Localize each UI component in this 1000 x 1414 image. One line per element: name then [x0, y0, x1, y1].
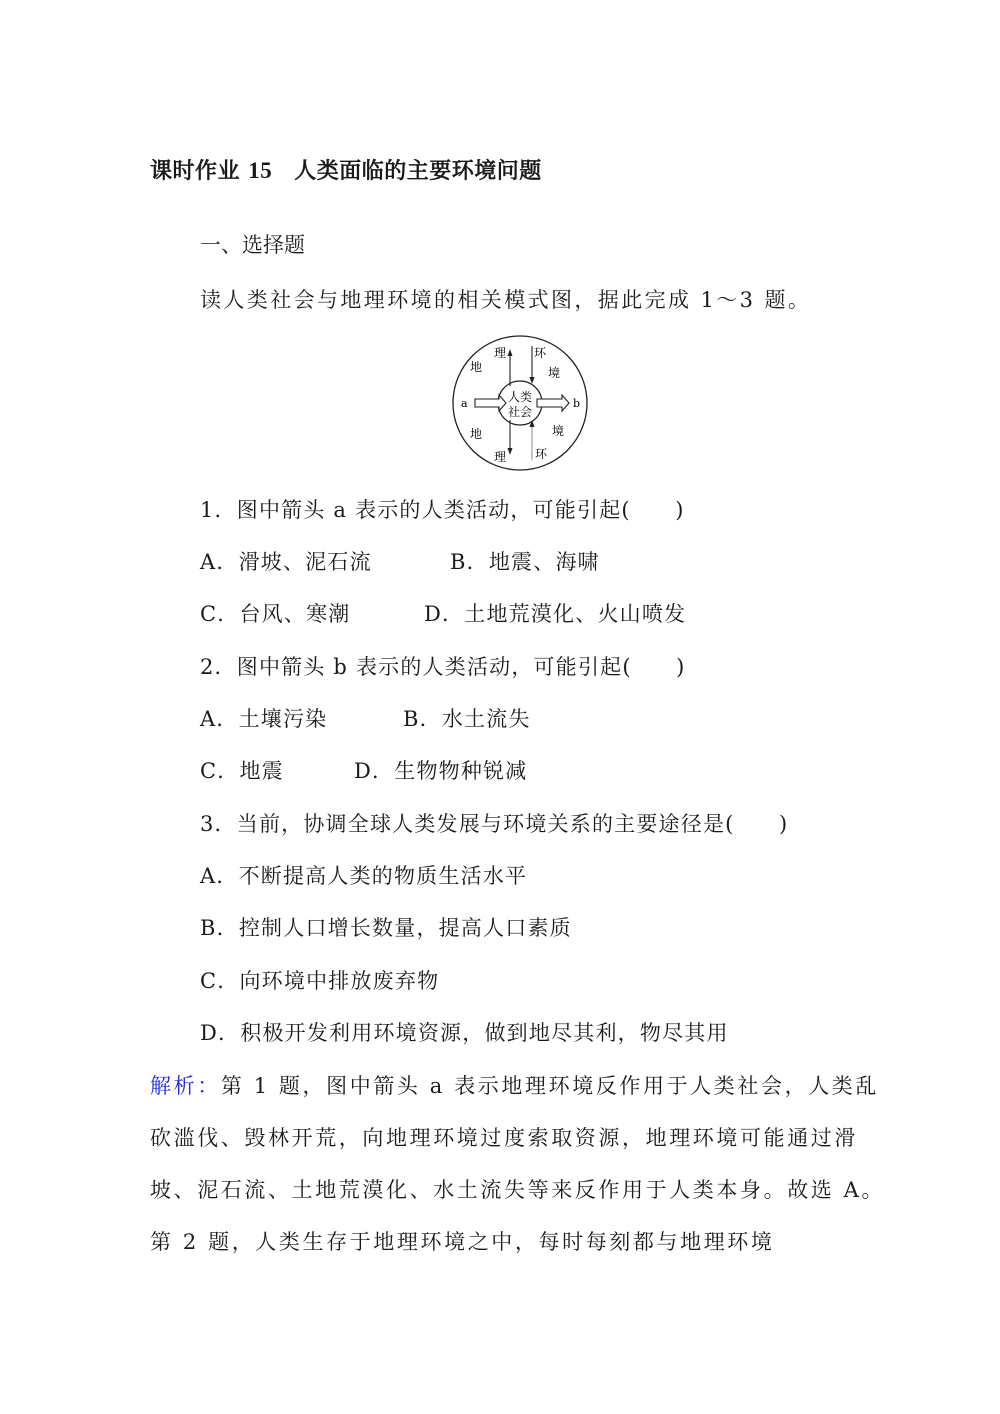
svg-text:地: 地	[470, 360, 483, 374]
svg-text:a: a	[461, 397, 468, 410]
human-environment-diagram	[448, 332, 592, 476]
diagram-svg	[448, 332, 592, 476]
lesson-number: 15	[248, 158, 273, 183]
intro-text: 读人类社会与地理环境的相关模式图，据此完成 1～3 题。	[200, 288, 812, 312]
question-1-option-a: A．滑坡、泥石流	[200, 550, 372, 574]
svg-text:环: 环	[535, 447, 548, 461]
arrow-up-icon	[508, 349, 513, 356]
question-2-option-b: B．水土流失	[403, 707, 531, 731]
section-heading: 一、选择题	[200, 233, 305, 257]
question-3-option-a: A．不断提高人类的物质生活水平	[200, 864, 528, 888]
question-1-option-d: D．土地荒漠化、火山喷发	[424, 602, 687, 626]
svg-text:理: 理	[494, 346, 507, 360]
analysis-line-3: 坡、泥石流、土地荒漠化、水土流失等来反作用于人类本身。故选 A。	[150, 1178, 886, 1202]
svg-text:地: 地	[470, 427, 483, 441]
page-title	[150, 154, 542, 185]
svg-text:境: 境	[552, 424, 565, 438]
analysis-label: 解析：	[150, 1074, 221, 1098]
svg-text:b: b	[573, 397, 581, 410]
question-3-option-c: C．向环境中排放废弃物	[200, 969, 440, 993]
svg-text:境: 境	[548, 366, 561, 380]
question-1-stem: 1．图中箭头 a 表示的人类活动，可能引起( )	[200, 498, 685, 522]
question-2-option-d: D．生物物种锐减	[354, 759, 528, 783]
question-3-option-d: D．积极开发利用环境资源，做到地尽其利，物尽其用	[200, 1021, 729, 1045]
question-2-option-a: A．土壤污染	[200, 707, 328, 731]
question-2-stem: 2．图中箭头 b 表示的人类活动，可能引起( )	[200, 655, 686, 679]
question-3-stem: 3．当前，协调全球人类发展与环境关系的主要途径是( )	[200, 812, 789, 836]
arrow-a-icon	[475, 395, 506, 411]
analysis-line-2: 砍滥伐、毁林开荒，向地理环境过度索取资源，地理环境可能通过滑	[150, 1126, 858, 1150]
svg-text:社会: 社会	[508, 405, 533, 419]
question-1-option-b: B．地震、海啸	[450, 550, 600, 574]
question-2-option-c: C．地震	[200, 759, 284, 783]
analysis-line-1: 解析：第 1 题，图中箭头 a 表示地理环境反作用于人类社会，人类乱	[150, 1074, 879, 1098]
question-3-option-b: B．控制人口增长数量，提高人口素质	[200, 916, 572, 940]
arrow-down-icon	[508, 448, 513, 455]
title-prefix: 课时作业	[150, 159, 241, 184]
title-text: 人类面临的主要环境问题	[294, 159, 542, 184]
arrow-up-icon	[530, 420, 535, 427]
analysis-line-4: 第 2 题，人类生存于地理环境之中，每时每刻都与地理环境	[150, 1230, 775, 1254]
question-1-option-c: C．台风、寒潮	[200, 602, 351, 626]
svg-text:理: 理	[494, 450, 507, 464]
svg-text:环: 环	[534, 346, 547, 360]
svg-text:人类: 人类	[508, 390, 533, 404]
